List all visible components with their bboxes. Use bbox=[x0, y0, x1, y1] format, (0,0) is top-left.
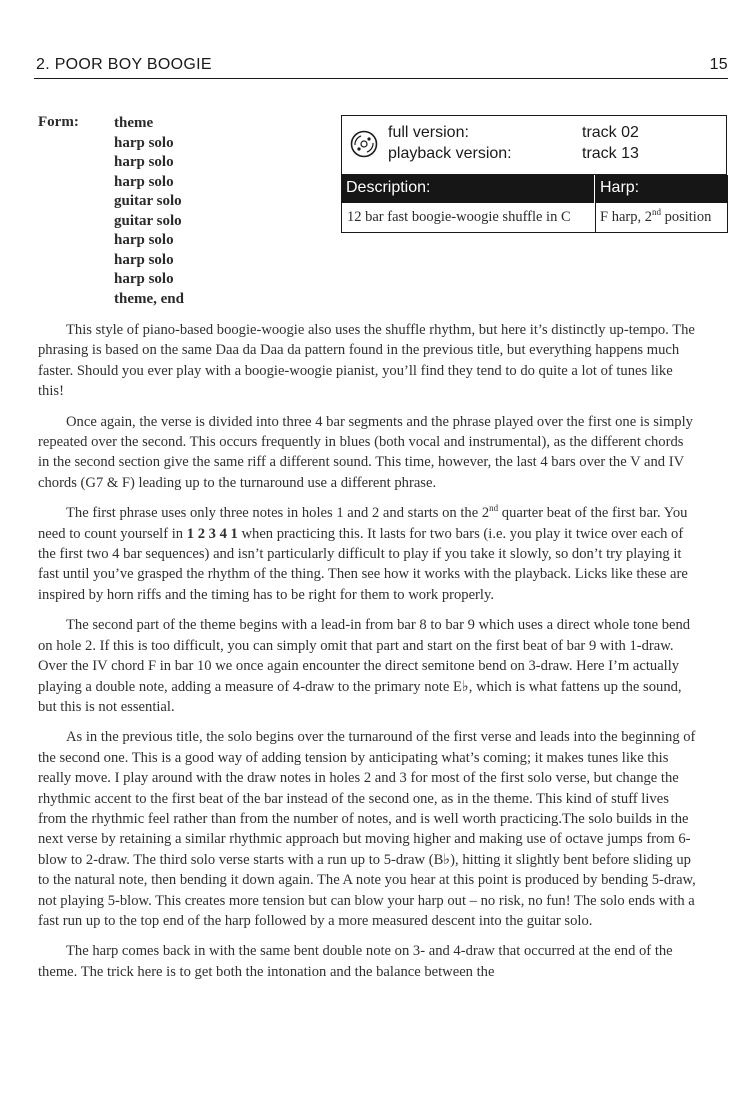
version-box bbox=[341, 115, 727, 175]
harp-position: position bbox=[660, 209, 712, 225]
running-header bbox=[34, 54, 728, 79]
paragraph: Once again, the verse is divided into three 4 bar segments and the phrase played over the first one is simply repeated over the second. This occurs frequently in blues (both vocal and instrumental), as the different chords in the second section give the same riff a different sound. This time, however, the last 4 bars over the V and IV chords (G7 & F) leading up to the turnaround use a different phrase. bbox=[38, 413, 693, 491]
form-label: Form: bbox=[38, 114, 79, 130]
form-item: harp solo bbox=[114, 154, 174, 170]
form-item: guitar solo bbox=[114, 193, 182, 209]
paragraph-text: when practicing this. It lasts for two bars (i.e. you play it twice over each of the first two 4 bar sequences) and isn’t particularly difficult to play if you take it slowly, so don’t try playing it fast until you’ve grasped the rhythm of the thing. Then see how it works with the playback. Licks like these are inspired by horn riffs and the timing has to be right for them to work properly. bbox=[38, 525, 688, 603]
cell-divider bbox=[595, 203, 596, 232]
form-item: harp solo bbox=[114, 271, 174, 287]
paragraph bbox=[38, 503, 698, 605]
harp-header: Harp: bbox=[600, 179, 640, 196]
track-info-box bbox=[341, 115, 729, 235]
form-item: harp solo bbox=[114, 134, 174, 151]
form-item: harp solo bbox=[114, 232, 174, 248]
form-list bbox=[114, 114, 184, 309]
count-in: 1 2 3 4 1 bbox=[186, 525, 238, 542]
full-version-label: full version: bbox=[388, 124, 469, 141]
harp-ordinal: nd bbox=[651, 207, 661, 218]
form-item: harp solo bbox=[114, 173, 174, 190]
description-header: Description: bbox=[346, 179, 431, 196]
paragraph: The second part of the theme begins with a lead-in from bar 8 to bar 9 which uses a direct whole tone bend on hole 2. If this is too difficult, you can simply omit that part and start on the first beat of bar 9 with 1-draw. Over the IV chord F in bar 10 we once again encounter the direct semitone bend on 3-draw. Here I’m actually playing a double note, adding a measure of 4-draw to the primary note E♭, which is what fattens up the sound, but this is not essential. bbox=[38, 617, 691, 715]
header-divider bbox=[594, 175, 595, 203]
form-item: harp solo bbox=[114, 251, 174, 268]
paragraph-text: The first phrase uses only three notes in holes 1 and 2 and starts on the 2 bbox=[66, 505, 490, 522]
paragraph-text: quarter beat of the first bar. You need to count yourself in bbox=[38, 505, 688, 542]
playback-version-track: track 13 bbox=[582, 145, 639, 162]
cd-icon bbox=[350, 130, 378, 158]
paragraph: The harp comes back in with the same bent double note on 3- and 4-draw that occurred at the end of the theme. The trick here is to get both the intonation and the balance between the bbox=[38, 943, 673, 980]
paragraph: As in the previous title, the solo begins over the turnaround of the first verse and leads into the beginning of the second one. This is a good way of adding tension by anticipating what’s coming; it makes tunes like this really move. I play around with the draw notes in holes 2 and 3 for most of the first solo verse, but change the rhythmic accent to the first beat of the bar instead of the second one, as in the theme. This kind of stuff lives from the rhythmic feel rather than from the number of notes, and is well worth practicing.The solo builds in the next verse by retaining a similar rhythmic approach but moving higher and making use of octave jumps from 6-blow to 2-draw. The third solo verse starts with a run up to 5-draw (B♭), hitting it slightly bent before sliding up to the natural note, then bending it down again. The A note you hear at this point is produced by bending 5-draw, not playing 5-blow. This creates more tension but can blow your harp out – no risk, no fun! The solo ends with a fast run up to the top end of the harp followed by a more measured descent into the guitar solo. bbox=[38, 729, 696, 929]
body-text bbox=[38, 320, 698, 982]
chapter-title: 2. POOR BOY BOOGIE bbox=[36, 56, 212, 73]
page-number: 15 bbox=[709, 56, 728, 73]
form-item: theme, end bbox=[114, 290, 184, 307]
description-cell: 12 bar fast boogie-woogie shuffle in C bbox=[347, 209, 571, 225]
paragraph: This style of piano-based boogie-woogie also uses the shuffle rhythm, but here it’s distinctly up-tempo. The phrasing is based on the same Daa da Daa da pattern found in the previous title, but everything happens much faster. Should you ever play with a boogie-woogie pianist, you’ll find they tend to do quite a lot of tunes like this! bbox=[38, 322, 695, 400]
table-header bbox=[341, 175, 728, 203]
harp-key: F harp, 2 bbox=[600, 209, 652, 225]
form-item: theme bbox=[114, 115, 154, 131]
playback-version-label: playback version: bbox=[388, 145, 512, 162]
full-version-track: track 02 bbox=[582, 124, 639, 141]
harp-cell bbox=[600, 209, 711, 226]
table-row bbox=[341, 203, 728, 233]
form-item: guitar solo bbox=[114, 212, 182, 229]
ordinal-suffix: nd bbox=[489, 503, 499, 514]
